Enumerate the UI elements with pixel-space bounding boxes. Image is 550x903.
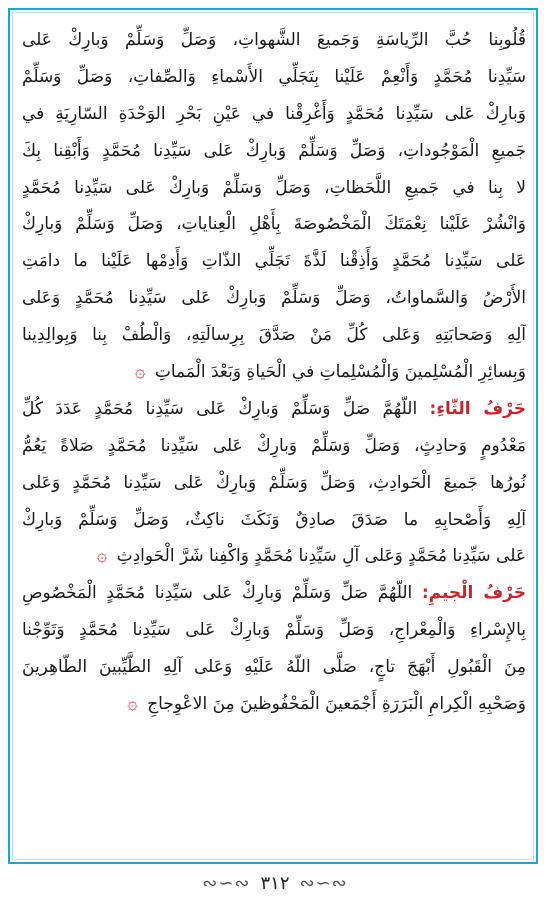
text-line: لا بِنا في جَميعِ اللَّحَظاتِ، وَصَلِّ وَسَلِّمْ وَبارِكْ عَلى سَيِّدِنا مُحَمَّدٍ	[22, 177, 526, 198]
line-text: اللّهُمَّ صَلِّ وَسَلِّمْ وَبارِكْ عَلى سَيِّدِنا مُحَمَّدٍ الْمَخْصُوصِ	[22, 583, 413, 604]
text-line: جَميعِ الْمَوْجُوداتِ، وَصَلِّ وَسَلِّمْ وَبارِكْ عَلى سَيِّدِنا مُحَمَّدٍ وَأَبْقِنا بِكَ	[22, 140, 526, 161]
end-mark-icon: ۞	[134, 361, 146, 383]
text-line: وَبارِكْ عَلى سَيِّدِنا مُحَمَّدٍ وَأَغْرِقْنا في عَيْنِ بَحْرِ الوَحْدَةِ السّارِيَةِ في	[22, 103, 526, 124]
text-line: مِنَ الْقَبُولِ أَبْهَجَ تاجٍ، صَلَّى اللّهُ عَلَيْهِ وَعَلى آلِهِ الطَّيِّبينَ الطّاهِرينَ	[22, 657, 526, 678]
text-line: وَانْشُرْ عَلَيْنا نِعْمَتَكَ الْمَخْصُوصَةَ بِأَهْلِ الْعِناياتِ، وَصَلِّ وَسَلِّمْ وَبارِكْ	[22, 214, 526, 235]
text-line	[22, 686, 526, 723]
page-number: ٣١٢	[260, 872, 290, 894]
end-mark-icon: ۞	[96, 545, 108, 567]
text-line: سَيِّدِنا مُحَمَّدٍ وَأَنْعِمْ عَلَيْنا بِتَجَلِّي الأَسْماءِ وَالصِّفاتِ، وَصَلِّ وَسَلِّمْ	[22, 66, 526, 87]
text-line: الأَرْضُ وَالسَّماواتُ، وَصَلِّ وَسَلِّمْ وَبارِكْ عَلى سَيِّدِنا مُحَمَّدٍ وَعَلى	[22, 288, 526, 309]
section-jim-first-line	[22, 575, 526, 612]
line-text: وَصَحْبِهِ الْكِرامِ الْبَرَرَةِ أَجْمَعينَ الْمَحْفُوظينَ مِنَ الاعْوِجاجِ	[147, 694, 526, 715]
footer-ornament-right-icon: ∾∽∾	[299, 872, 348, 894]
section-heading-jim: حَرْفُ الْجيمِ:	[421, 583, 526, 604]
text-line: قُلُوبِنا حُبَّ الرِّياسَةِ وَجَميعَ الشَّهواتِ، وَصَلِّ وَسَلِّمْ وَبارِكْ عَلى	[22, 30, 526, 50]
text-line: آلِهِ وَصَحابَتِهِ وَعَلى كُلِّ مَنْ صَدَّقَ بِرِسالَتِهِ، وَالْطُفْ بِنا وَبِوالِدِينا	[22, 325, 526, 346]
page-footer	[0, 868, 550, 898]
end-mark-icon: ۞	[127, 693, 138, 715]
line-text: عَلى سَيِّدِنا مُحَمَّدٍ وَعَلى آلِ سَيِّدِنا مُحَمَّدٍ وَاكْفِنا شَرَّ الْحَوادِثِ	[116, 546, 526, 567]
text-line: آلِهِ وَأَصْحابِهِ ما صَدَقَ صادِقٌ وَنَكَثَ ناكِثٌ، وَصَلِّ وَسَلِّمْ وَبارِكْ	[22, 509, 526, 530]
text-line: بِالإِسْراءِ وَالْمِعْراجِ، وَصَلِّ وَسَلِّمْ وَبارِكْ عَلى سَيِّدِنا مُحَمَّدٍ وَتَوِّجْنا	[22, 620, 526, 641]
section-heading-tha: حَرْفُ الثّاءِ:	[429, 398, 526, 419]
text-line: نُورُها جَميعَ الْحَوادِثِ، وَصَلِّ وَسَلِّمْ وَبارِكْ عَلى سَيِّدِنا مُحَمَّدٍ وَعَلى	[22, 472, 526, 493]
text-line	[22, 354, 526, 391]
text-line	[22, 538, 526, 575]
section-tha-first-line	[22, 391, 526, 428]
prayer-text	[22, 22, 526, 723]
text-line: مَعْدُومٍ وَحادِثٍ، وَصَلِّ وَسَلِّمْ وَبارِكْ عَلى سَيِّدِنا مُحَمَّدٍ صَلاةً يَعُمُّ	[22, 435, 526, 456]
line-text: وَبِسائِرِ الْمُسْلِمينَ وَالْمُسْلِماتِ في الْحَياةِ وَبَعْدَ الْمَماتِ	[154, 362, 526, 383]
text-line: عَلى سَيِّدِنا مُحَمَّدٍ وَأَذِقْنا لَذَّةَ تَجَلِّي الذّاتِ وَأَدِمْها عَلَيْنا ما دامَتِ	[22, 251, 526, 272]
footer-ornament-left-icon: ∾∽∾	[202, 872, 251, 894]
line-text: اللّهُمَّ صَلِّ وَسَلِّمْ وَبارِكْ عَلى سَيِّدِنا مُحَمَّدٍ عَدَدَ كُلِّ	[22, 398, 418, 419]
